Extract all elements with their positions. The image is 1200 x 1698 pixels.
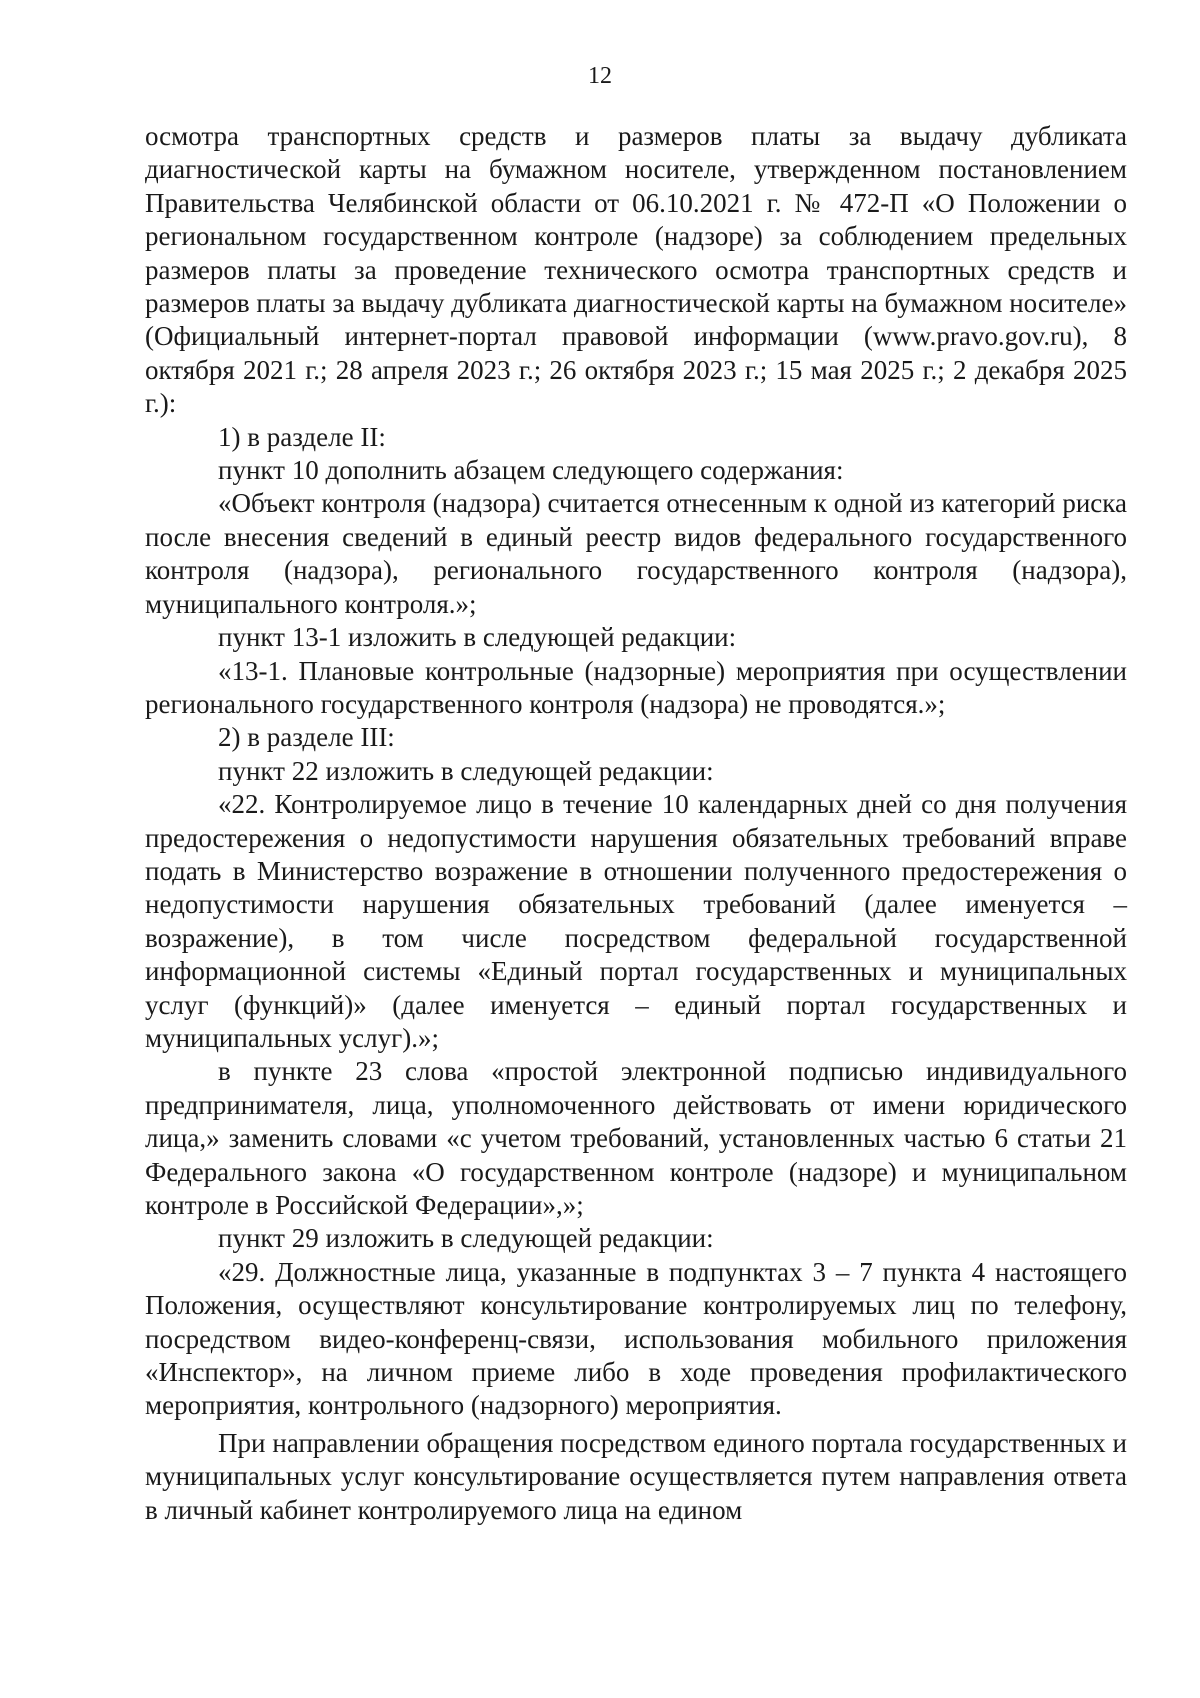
paragraph-point-13-1-text: «13-1. Плановые контрольные (надзорные) мероприятия при осуществлении регионального государственного контроля (надзора) не проводятся.»; [145,655,1127,719]
paragraph-section-2-heading: 1) в разделе II: [218,421,386,452]
document-body [145,120,1127,1527]
paragraph-point-29-instruction: пункт 29 изложить в следующей редакции: [218,1223,714,1254]
paragraph-point-10-text: «Объект контроля (надзора) считается отнесенным к одной из категорий риска после внесения сведений в единый реестр видов федерального государственного контроля (надзора), регионального государственного контроля (надзора), муниципального контроля.»; [145,488,1127,619]
paragraph-point-22-text: «22. Контролируемое лицо в течение 10 календарных дней со дня получения предостережения о недопустимости нарушения обязательных требований вправе подать в Министерство возражение в отношении полученного предостережения о недопустимости нарушения обязательных требований (далее именуется – возражение), в том числе посредством федеральной государственной информационной системы «Единый портал государственных и муниципальных услуг (функций)» (далее именуется – единый портал государственных и муниципальных услуг).»; [145,789,1127,1053]
paragraph-section-3-heading: 2) в разделе III: [218,722,395,753]
paragraph-point-22-instruction: пункт 22 изложить в следующей редакции: [218,755,714,786]
paragraph-point-23-amendment: в пункте 23 слова «простой электронной подписью индивидуального предпринимателя, лица, уполномоченного действовать от имени юридического лица,» заменить словами «с учетом требований, установленных частью 6 статьи 21 Федерального закона «О государственном контроле (надзоре) и муниципальном контроле в Российской Федерации»,»; [145,1056,1127,1220]
paragraph-point-10-instruction: пункт 10 дополнить абзацем следующего содержания: [218,455,844,486]
paragraph-point-13-1-instruction: пункт 13-1 изложить в следующей редакции: [218,622,737,653]
paragraph-point-29-text: «29. Должностные лица, указанные в подпунктах 3 – 7 пункта 4 настоящего Положения, осуществляют консультирование контролируемых лиц по телефону, посредством видео-конференц-связи, использования мобильного приложения «Инспектор», на личном приеме либо в ходе проведения профилактического мероприятия, контрольного (надзорного) мероприятия. [145,1256,1127,1421]
page-number: 12 [588,63,612,89]
paragraph-intro-continuation: осмотра транспортных средств и размеров платы за выдачу дубликата диагностической карты на бумажном носителе, утвержденном постановлением Правительства Челябинской области от 06.10.2021 г. № 472-П «О Положении о региональном государственном контроле (надзоре) за соблюдением предельных размеров платы за проведение технического осмотра транспортных средств и размеров платы за выдачу дубликата диагностической карты на бумажном носителе» (Официальный интернет-портал правовой информации (www.pravo.gov.ru), 8 октября 2021 г.; 28 апреля 2023 г.; 26 октября 2023 г.; 15 мая 2025 г.; 2 декабря 2025 г.): [145,121,1127,419]
paragraph-point-29-portal-text: При направлении обращения посредством единого портала государственных и муниципальных услуг консультирование осуществляется путем направления ответа в личный кабинет контролируемого лица на едином [145,1427,1127,1525]
